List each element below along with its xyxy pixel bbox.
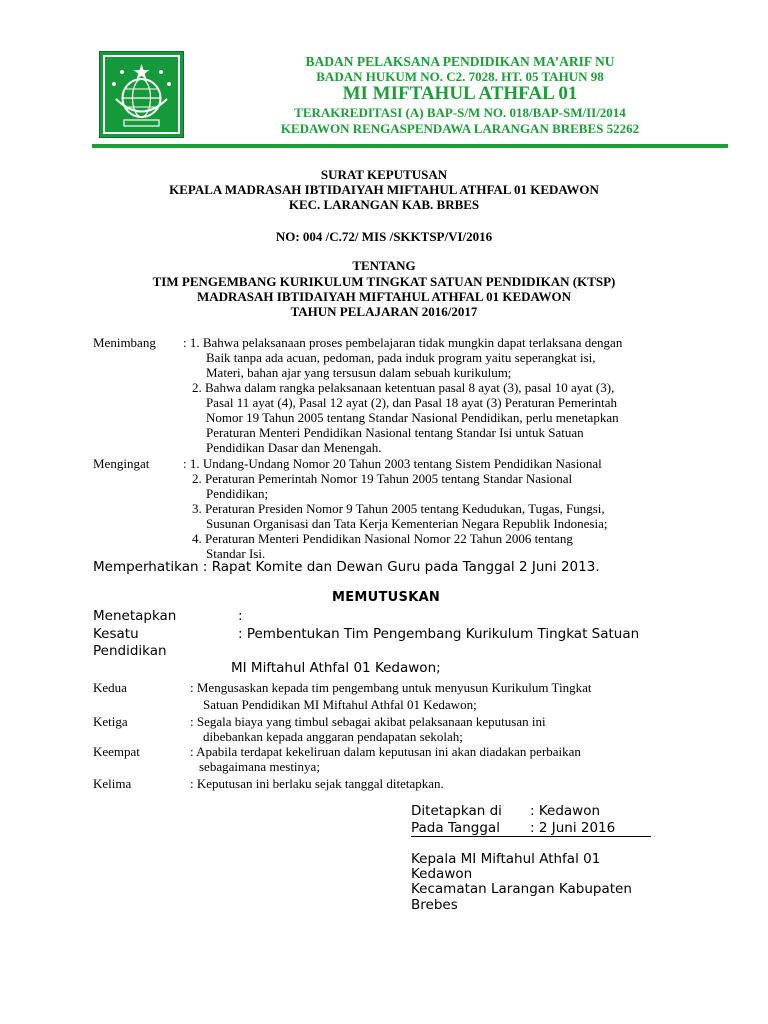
menimbang-label: Menimbang [93,335,156,350]
letterhead-address: KEDAWON RENGASPENDAWA LARANGAN BREBES 52262 [280,121,640,136]
kesatu-wrap: Pendidikan [93,643,167,659]
kelima-label: Kelima [93,776,132,791]
letterhead-divider [92,144,728,148]
menimbang-line: Pasal 11 ayat (4), Pasal 12 ayat (2), dan Pasal 18 ayat (3) Peraturan Pemerintah [206,395,618,410]
memutuskan-heading: MEMUTUSKAN [332,590,441,605]
menetapkan-colon: : [238,608,243,624]
signature-date-label: Pada Tanggal [411,820,500,836]
decree-issuer: KEPALA MADRASAH IBTIDAIYAH MIFTAHUL ATHFAL 01 KEDAWON [169,182,599,197]
letterhead-legal: BADAN HUKUM NO. C2. 7028. HT. 05 TAHUN 98 [316,69,604,84]
signature-date-value: : 2 Juni 2016 [530,820,616,836]
mengingat-line: Susunan Organisasi dan Tata Kerja Kementerian Negara Republik Indonesia; [206,516,608,531]
signature-date-underline [411,836,651,837]
kedua-line2: Satuan Pendidikan MI Miftahul Athfal 01 Kedawon; [203,697,477,712]
signature-title-line2: Kedawon [411,866,473,882]
signature-title-line4: Brebes [411,897,458,913]
keempat-line2: sebagaimana mestinya; [199,759,320,774]
school-logo [99,51,184,138]
menimbang-line: Nomor 19 Tahun 2005 tentang Standar Nasional Pendidikan, perlu menetapkan [206,410,619,425]
letterhead-org: BADAN PELAKSANA PENDIDIKAN MA’ARIF NU [305,54,615,69]
menimbang-line: : 1. Bahwa pelaksanaan proses pembelajaran tidak mungkin dapat terlaksana dengan [183,335,623,350]
mengingat-line: 2. Peraturan Pemerintah Nomor 19 Tahun 2005 tentang Standar Nasional [192,471,573,486]
decree-about-label: TENTANG [352,258,416,273]
keempat-label: Keempat [93,744,140,759]
kesatu-line2: MI Miftahul Athfal 01 Kedawon; [231,660,441,676]
decree-subject-line1: TIM PENGEMBANG KURIKULUM TINGKAT SATUAN PENDIDIKAN (KTSP) [152,274,616,289]
nu-globe-logo-icon [100,52,183,137]
letterhead-school-name: MI MIFTAHUL ATHFAL 01 [342,83,578,104]
mengingat-line: Standar Isi. [206,546,266,561]
ketiga-line2: dibebankan kepada anggaran pendapatan sekolah; [203,729,463,744]
letterhead-accreditation: TERAKREDITASI (A) BAP-S/M NO. 018/BAP-SM/II/2014 [294,105,626,120]
menimbang-line: 2. Bahwa dalam rangka pelaksanaan ketentuan pasal 8 ayat (3), pasal 10 ayat (3), [192,380,615,395]
kedua-line1: : Mengusaskan kepada tim pengembang untuk menyusun Kurikulum Tingkat [190,680,592,695]
menimbang-line: Materi, bahan ajar yang tersusun dalam sebuah kurikulum; [206,365,512,380]
mengingat-line: 4. Peraturan Menteri Pendidikan Nasional Nomor 22 Tahun 2006 tentang [192,531,573,546]
kelima-line1: : Keputusan ini berlaku sejak tanggal ditetapkan. [190,776,444,791]
decree-subject-line3: TAHUN PELAJARAN 2016/2017 [290,304,478,319]
ketiga-line1: : Segala biaya yang timbul sebagai akibat pelaksanaan keputusan ini [190,714,546,729]
menimbang-line: Pendidikan Dasar dan Menengah. [206,440,382,455]
signature-place-value: : Kedawon [530,803,601,819]
decree-subject-line2: MADRASAH IBTIDAIYAH MIFTAHUL ATHFAL 01 KEDAWON [196,289,572,304]
mengingat-label: Mengingat [93,456,150,471]
signature-title-line3: Kecamatan Larangan Kabupaten [411,881,632,897]
kedua-label: Kedua [93,680,127,695]
decree-number: NO: 004 /C.72/ MIS /SKKTSP/VI/2016 [275,229,493,244]
ketiga-label: Ketiga [93,714,128,729]
kesatu-label: Kesatu [93,626,139,642]
signature-place-label: Ditetapkan di [411,803,502,819]
mengingat-line: Pendidikan; [206,486,269,501]
menimbang-line: Baik tanpa ada acuan, pedoman, pada induk program yaitu seperangkat isi, [206,350,596,365]
decree-issuer-location: KEC. LARANGAN KAB. BRBES [288,197,480,212]
menimbang-line: Peraturan Menteri Pendidikan Nasional tentang Standar Isi untuk Satuan [206,425,584,440]
keempat-line1: : Apabila terdapat kekeliruan dalam keputusan ini akan diadakan perbaikan [190,744,581,759]
mengingat-line: 3. Peraturan Presiden Nomor 9 Tahun 2005 tentang Kedudukan, Tugas, Fungsi, [192,501,605,516]
memperhatikan-line: Memperhatikan : Rapat Komite dan Dewan Guru pada Tanggal 2 Juni 2013. [93,559,600,575]
decree-title: SURAT KEPUTUSAN [320,167,448,182]
kesatu-text: : Pembentukan Tim Pengembang Kurikulum Tingkat Satuan [238,626,640,642]
menetapkan-label: Menetapkan [93,608,177,624]
mengingat-line: : 1. Undang-Undang Nomor 20 Tahun 2003 tentang Sistem Pendidikan Nasional [183,456,602,471]
signature-title-line1: Kepala MI Miftahul Athfal 01 [411,851,601,867]
